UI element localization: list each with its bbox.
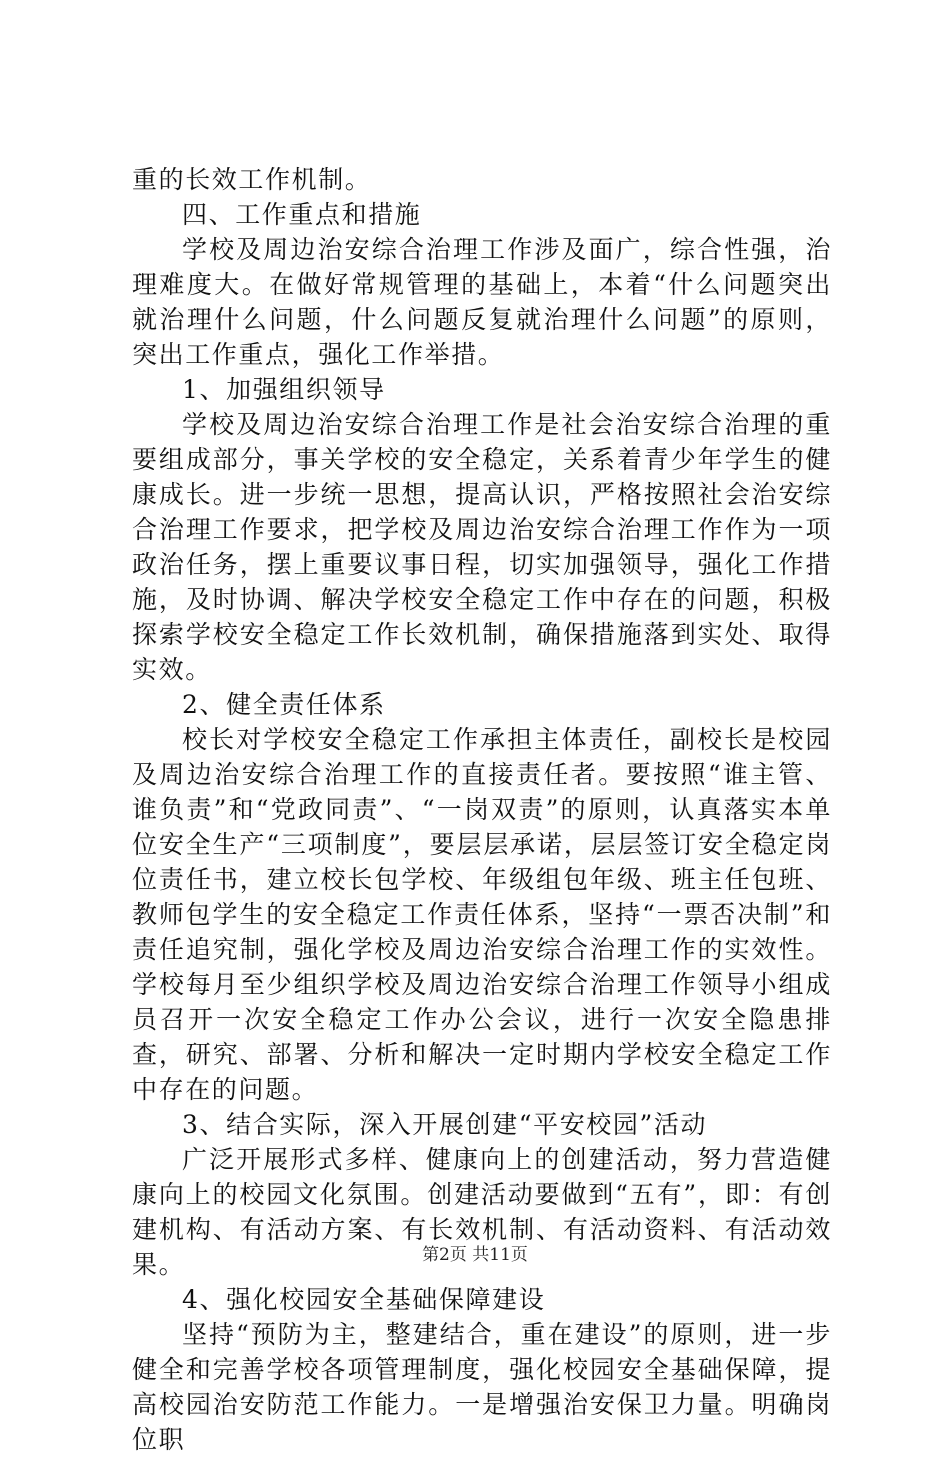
paragraph-continuation: 重的长效工作机制。 [132,165,372,194]
page-number-footer: 第2页 共11页 [422,1245,528,1265]
subheading-2: 2、健全责任体系 [182,690,386,719]
subheading-1: 1、加强组织领导 [182,375,386,404]
paragraph-1: 学校及周边治安综合治理工作是社会治安综合治理的重要组成部分，事关学校的安全稳定，关系着青少年学生的健康成长。进一步统一思想，提高认识，严格按照社会治安综合治理工作要求，把学校及周边治安综合治理工作作为一项政治任务，摆上重要议事日程，切实加强领导，强化工作措施，及时协调、解决学校安全稳定工作中存在的问题，积极探索学校安全稳定工作长效机制，确保措施落到实处、取得实效。 [132,410,832,684]
subheading-4: 4、强化校园安全基础保障建设 [182,1285,546,1314]
paragraph-4: 坚持“预防为主，整建结合，重在建设”的原则，进一步健全和完善学校各项管理制度，强化校园安全基础保障，提高校园治安防范工作能力。一是增强治安保卫力量。明确岗位职 [132,1320,832,1454]
paragraph-section-4-intro: 学校及周边治安综合治理工作涉及面广，综合性强，治理难度大。在做好常规管理的基础上，本着“什么问题突出就治理什么问题，什么问题反复就治理什么问题”的原则，突出工作重点，强化工作举措。 [132,235,832,369]
paragraph-2: 校长对学校安全稳定工作承担主体责任，副校长是校园及周边治安综合治理工作的直接责任者。要按照“谁主管、谁负责”和“党政同责”、“一岗双责”的原则，认真落实本单位安全生产“三项制度”，要层层承诺，层层签订安全稳定岗位责任书，建立校长包学校、年级组包年级、班主任包班、教师包学生的安全稳定工作责任体系，坚持“一票否决制”和责任追究制，强化学校及周边治安综合治理工作的实效性。学校每月至少组织学校及周边治安综合治理工作领导小组成员召开一次安全稳定工作办公会议，进行一次安全隐患排查，研究、部署、分析和解决一定时期内学校安全稳定工作中存在的问题。 [132,725,832,1104]
section-heading-4: 四、工作重点和措施 [182,200,422,229]
subheading-3: 3、结合实际，深入开展创建“平安校园”活动 [182,1110,708,1139]
paragraph-3: 广泛开展形式多样、健康向上的创建活动，努力营造健康向上的校园文化氛围。创建活动要做到“五有”，即：有创建机构、有活动方案、有长效机制、有活动资料、有活动效果。 [132,1145,832,1279]
